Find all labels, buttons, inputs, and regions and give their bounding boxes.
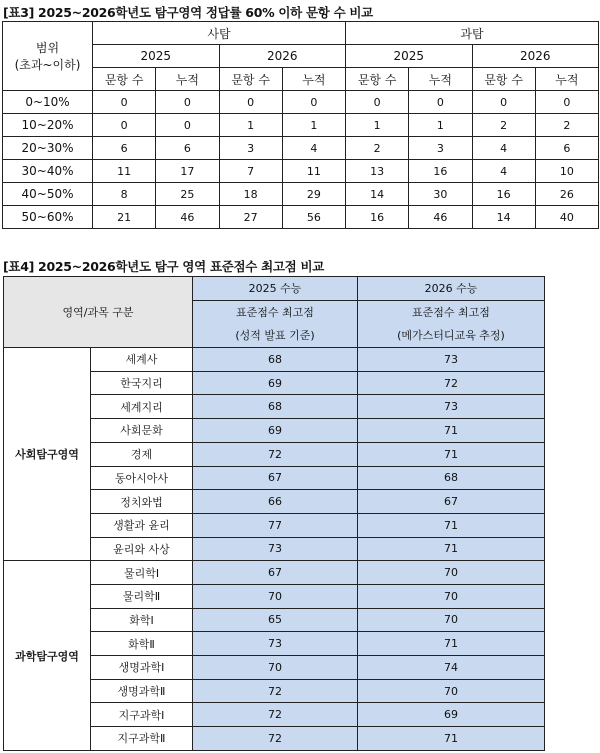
subcol-header: 누적 xyxy=(535,68,598,91)
year-header: 2025 xyxy=(346,45,473,68)
corner-header: 영역/과목 구분 xyxy=(4,277,193,348)
value-cell: 4 xyxy=(472,137,535,160)
subject-cell: 생활과 윤리 xyxy=(91,513,193,537)
subcol-header: 문항 수 xyxy=(93,68,156,91)
score-2025-cell: 72 xyxy=(193,442,358,466)
value-cell: 13 xyxy=(346,160,409,183)
range-cell: 0~10% xyxy=(3,91,93,114)
subject-cell: 세계지리 xyxy=(91,395,193,419)
subcol-header: 누적 xyxy=(156,68,219,91)
score-2025-cell: 69 xyxy=(193,371,358,395)
value-cell: 25 xyxy=(156,183,219,206)
score-2026-cell: 67 xyxy=(358,490,545,514)
value-cell: 17 xyxy=(156,160,219,183)
value-cell: 1 xyxy=(346,114,409,137)
subject-cell: 지구과학Ⅱ xyxy=(91,727,193,751)
value-cell: 46 xyxy=(156,206,219,229)
value-cell: 1 xyxy=(409,114,472,137)
score-2025-cell: 73 xyxy=(193,537,358,561)
score-2026-cell: 71 xyxy=(358,727,545,751)
value-cell: 0 xyxy=(219,91,282,114)
value-cell: 4 xyxy=(472,160,535,183)
subcol-header: 문항 수 xyxy=(346,68,409,91)
subject-cell: 윤리와 사상 xyxy=(91,537,193,561)
col-label: 표준점수 최고점 xyxy=(358,300,545,324)
table4 xyxy=(3,276,545,751)
value-cell: 10 xyxy=(535,160,598,183)
value-cell: 30 xyxy=(409,183,472,206)
score-2025-cell: 66 xyxy=(193,490,358,514)
table3-title: [표3] 2025~2026학년도 탐구영역 정답률 60% 이하 문항 수 비교 xyxy=(3,5,373,20)
value-cell: 56 xyxy=(282,206,345,229)
subject-cell: 화학Ⅱ xyxy=(91,632,193,656)
subject-cell: 한국지리 xyxy=(91,371,193,395)
subject-cell: 동아시아사 xyxy=(91,466,193,490)
subcol-header: 누적 xyxy=(282,68,345,91)
value-cell: 1 xyxy=(219,114,282,137)
value-cell: 4 xyxy=(282,137,345,160)
table-row xyxy=(3,91,599,114)
subject-cell: 생명과학Ⅰ xyxy=(91,656,193,680)
value-cell: 18 xyxy=(219,183,282,206)
value-cell: 29 xyxy=(282,183,345,206)
subject-cell: 지구과학Ⅰ xyxy=(91,703,193,727)
year-header: 2026 수능 xyxy=(358,277,545,301)
score-2026-cell: 70 xyxy=(358,584,545,608)
value-cell: 2 xyxy=(346,137,409,160)
value-cell: 0 xyxy=(156,114,219,137)
value-cell: 1 xyxy=(282,114,345,137)
table-row xyxy=(3,160,599,183)
group-header: 과탐 xyxy=(346,22,599,45)
value-cell: 14 xyxy=(346,183,409,206)
score-2025-cell: 69 xyxy=(193,419,358,443)
value-cell: 6 xyxy=(156,137,219,160)
score-2025-cell: 67 xyxy=(193,561,358,585)
table-row xyxy=(3,114,599,137)
score-2025-cell: 77 xyxy=(193,513,358,537)
value-cell: 14 xyxy=(472,206,535,229)
value-cell: 16 xyxy=(472,183,535,206)
value-cell: 6 xyxy=(535,137,598,160)
score-2026-cell: 73 xyxy=(358,348,545,372)
table-row xyxy=(3,183,599,206)
subject-cell: 생명과학Ⅱ xyxy=(91,679,193,703)
col-label: 표준점수 최고점 xyxy=(193,300,358,324)
table-row xyxy=(3,137,599,160)
score-2026-cell: 70 xyxy=(358,561,545,585)
score-2025-cell: 67 xyxy=(193,466,358,490)
value-cell: 11 xyxy=(93,160,156,183)
subject-cell: 화학Ⅰ xyxy=(91,608,193,632)
value-cell: 16 xyxy=(346,206,409,229)
score-2025-cell: 68 xyxy=(193,348,358,372)
score-2026-cell: 68 xyxy=(358,466,545,490)
value-cell: 6 xyxy=(93,137,156,160)
value-cell: 11 xyxy=(282,160,345,183)
score-2026-cell: 70 xyxy=(358,679,545,703)
score-2025-cell: 68 xyxy=(193,395,358,419)
value-cell: 27 xyxy=(219,206,282,229)
subcol-header: 문항 수 xyxy=(219,68,282,91)
score-2026-cell: 71 xyxy=(358,442,545,466)
score-2026-cell: 71 xyxy=(358,419,545,443)
score-2026-cell: 71 xyxy=(358,537,545,561)
score-2026-cell: 72 xyxy=(358,371,545,395)
subject-cell: 물리학Ⅰ xyxy=(91,561,193,585)
score-2026-cell: 74 xyxy=(358,656,545,680)
table-row xyxy=(4,561,545,585)
range-header-label: 범위 xyxy=(35,41,60,55)
range-cell: 10~20% xyxy=(3,114,93,137)
value-cell: 0 xyxy=(93,114,156,137)
range-cell: 20~30% xyxy=(3,137,93,160)
value-cell: 16 xyxy=(409,160,472,183)
value-cell: 8 xyxy=(93,183,156,206)
value-cell: 2 xyxy=(535,114,598,137)
value-cell: 3 xyxy=(219,137,282,160)
table4-title: [표4] 2025~2026학년도 탐구 영역 표준점수 최고점 비교 xyxy=(3,259,325,274)
section-label: 과학탐구영역 xyxy=(4,561,91,751)
value-cell: 3 xyxy=(409,137,472,160)
score-2025-cell: 65 xyxy=(193,608,358,632)
subject-cell: 세계사 xyxy=(91,348,193,372)
value-cell: 0 xyxy=(346,91,409,114)
subject-cell: 사회문화 xyxy=(91,419,193,443)
subject-cell: 경제 xyxy=(91,442,193,466)
value-cell: 0 xyxy=(282,91,345,114)
col-note: (성적 발표 기준) xyxy=(193,324,358,348)
year-header: 2025 xyxy=(93,45,220,68)
score-2025-cell: 70 xyxy=(193,656,358,680)
value-cell: 0 xyxy=(409,91,472,114)
score-2026-cell: 73 xyxy=(358,395,545,419)
value-cell: 0 xyxy=(472,91,535,114)
value-cell: 0 xyxy=(535,91,598,114)
section-label: 사회탐구영역 xyxy=(4,348,91,561)
range-cell: 50~60% xyxy=(3,206,93,229)
score-2025-cell: 73 xyxy=(193,632,358,656)
range-cell: 30~40% xyxy=(3,160,93,183)
value-cell: 46 xyxy=(409,206,472,229)
score-2026-cell: 70 xyxy=(358,608,545,632)
range-cell: 40~50% xyxy=(3,183,93,206)
value-cell: 2 xyxy=(472,114,535,137)
value-cell: 0 xyxy=(156,91,219,114)
value-cell: 40 xyxy=(535,206,598,229)
range-header xyxy=(3,22,93,91)
score-2025-cell: 72 xyxy=(193,703,358,727)
subcol-header: 문항 수 xyxy=(472,68,535,91)
score-2025-cell: 72 xyxy=(193,727,358,751)
range-header-sub: (초과~이하) xyxy=(14,58,81,72)
year-header: 2026 xyxy=(219,45,346,68)
score-2026-cell: 69 xyxy=(358,703,545,727)
value-cell: 7 xyxy=(219,160,282,183)
year-header: 2026 xyxy=(472,45,599,68)
score-2025-cell: 72 xyxy=(193,679,358,703)
subject-cell: 물리학Ⅱ xyxy=(91,584,193,608)
score-2026-cell: 71 xyxy=(358,513,545,537)
score-2025-cell: 70 xyxy=(193,584,358,608)
year-header: 2025 수능 xyxy=(193,277,358,301)
value-cell: 26 xyxy=(535,183,598,206)
value-cell: 0 xyxy=(93,91,156,114)
subject-cell: 정치와법 xyxy=(91,490,193,514)
col-note: (메가스터디교육 추정) xyxy=(358,324,545,348)
subcol-header: 누적 xyxy=(409,68,472,91)
table-row xyxy=(3,206,599,229)
score-2026-cell: 71 xyxy=(358,632,545,656)
value-cell: 21 xyxy=(93,206,156,229)
table-row xyxy=(4,348,545,372)
table3 xyxy=(2,21,599,229)
group-header: 사탐 xyxy=(93,22,346,45)
